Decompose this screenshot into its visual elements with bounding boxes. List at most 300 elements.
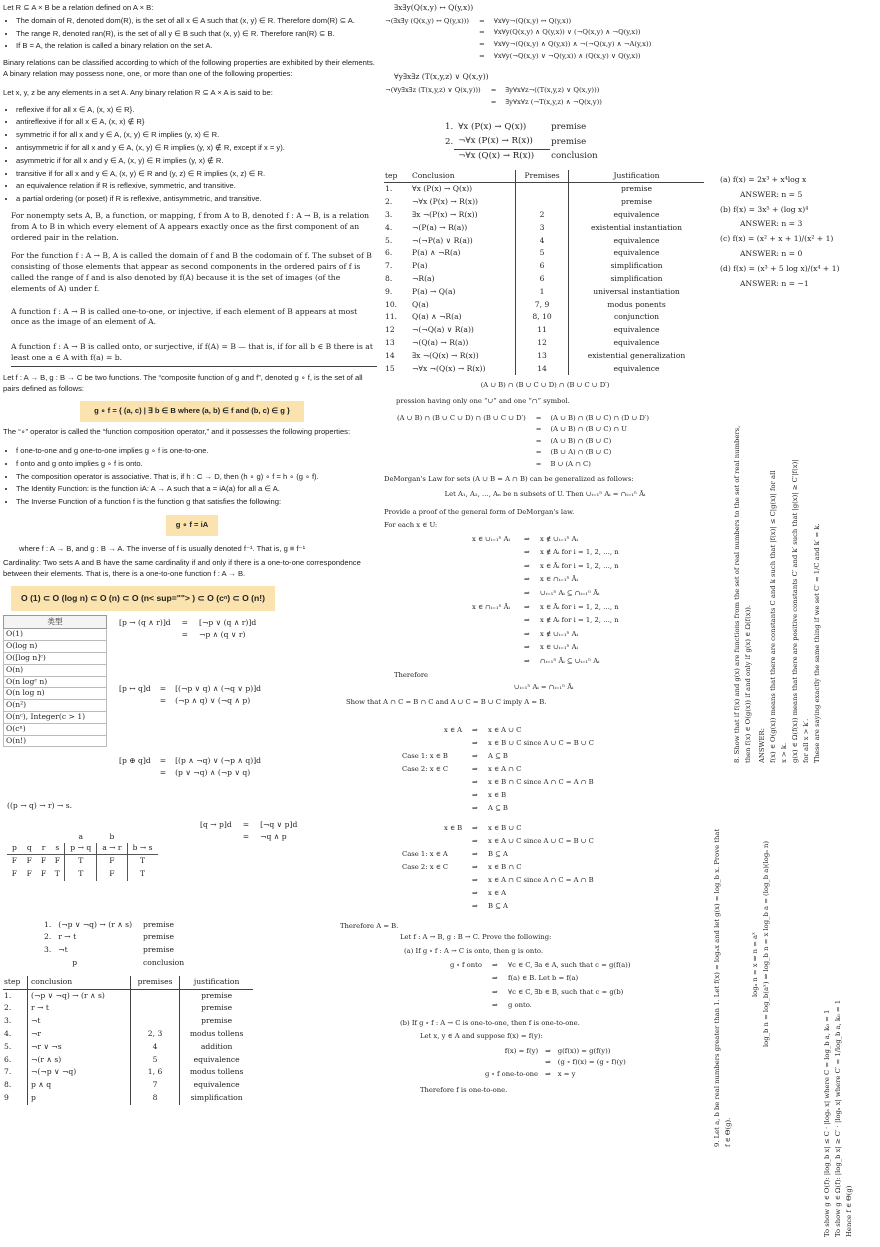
set-simplification [396, 413, 650, 471]
equation-row [384, 16, 652, 28]
p8-line: then f(x) ∈ O(g(x)) if and only if g(x) ∈ Ω(f(x)). [744, 604, 752, 763]
equation-row [396, 459, 650, 471]
step-text: g onto. [508, 1001, 532, 1009]
p8-line: These are saying exactly the same thing if we set C′ = 1/C and k′ = k. [813, 523, 821, 763]
eq-lhs: f(x) = f(y) [504, 1046, 539, 1055]
table-row [384, 311, 704, 324]
fg-intro: Let f : A → B, g : B → C. Prove the following: [400, 933, 552, 942]
table-row [7, 855, 158, 868]
composition-properties [3, 446, 381, 508]
tt-col-b: b [109, 831, 115, 841]
dual-xor [118, 755, 262, 781]
step-num: 2. [4, 1003, 12, 1013]
equation-row [396, 413, 650, 425]
implies-icon: ⇒ [524, 602, 530, 611]
step-text: x ∈ A ∩ C [488, 764, 522, 773]
composition-operator: The “∘” operator is called the “function composition operator,” and it possesses the following properties: [3, 427, 351, 437]
step-text: B ⊆ A [488, 849, 508, 858]
eq-rhs: ∃y∀x∀z¬((T(x,y,z) ∨ Q(x,y))) [505, 85, 600, 94]
injective-def: A function f : A → B is called one-to-one, or injective, if each element of B appears at most once as the image of an element of A. [11, 306, 358, 327]
justification: existential generalization [587, 350, 686, 360]
list-item [524, 603, 619, 617]
step-num: 6. [4, 1054, 12, 1064]
tt-cell: F [97, 868, 127, 881]
case-label: Case 2: x ∈ C [402, 764, 449, 773]
tt-header: s [50, 843, 64, 854]
inverse-note: where f : A → B, and g : B → A. The inverse of f is usually denoted f⁻¹. That is, g ≡ f⁻¹ [19, 543, 306, 553]
implies-icon: ⇒ [524, 534, 530, 543]
eq-rhs: ∃y∀x∀z (¬T(x,y,z) ∧ ¬Q(x,y)) [505, 97, 602, 106]
step-num: 13 [385, 338, 395, 348]
left-column [3, 3, 381, 1243]
list-item [472, 824, 594, 837]
prop-symmetric: • symmetric if for all x and y ∈ A, (x, y) ∈ R implies (y, x) ∈ R. [16, 130, 381, 141]
eq-sign: = [479, 16, 485, 25]
formula: (¬p ∨ ¬q) → (r ∧ s) [58, 919, 133, 929]
formula: p [72, 957, 78, 967]
justification: equivalence [613, 338, 660, 348]
fg-part-a: (a) If g ∘ f : A → C is onto, then g is onto. [404, 946, 544, 955]
case-row [402, 765, 594, 778]
tt-cell: F [40, 868, 47, 878]
table-row: O(n!) [4, 735, 107, 747]
equation-row [384, 85, 603, 97]
step-num: 15 [385, 363, 395, 373]
tt-cell: T [50, 868, 64, 881]
implies-icon: ⇒ [472, 738, 478, 747]
tt-header: p [12, 843, 17, 853]
def-binary: • If B = A, the relation is called a binary relation on the set A. [16, 41, 381, 52]
justification: equivalence [613, 363, 660, 373]
premises: 4 [130, 1041, 179, 1054]
comp-prop-3: • The composition operator is associative. That is, if h : C → D, then (h ∘ g) ∘ f = h ∘ (g ∘ f). [16, 472, 381, 483]
step-num: 1. [44, 919, 52, 929]
eq-lhs [384, 97, 483, 109]
list-item [472, 837, 594, 850]
table-row [384, 209, 704, 222]
table-row [384, 286, 704, 299]
implies-icon: ⇒ [492, 960, 498, 969]
step-num: 7. [385, 261, 393, 271]
step-text: x ∉ ∪ᵢ₌₁ⁿ Aᵢ [540, 534, 578, 543]
step-text: x ∈ A ∪ C since A ∪ C = B ∪ C [488, 836, 594, 845]
dm1-lhs: x ∈ ∪ᵢ₌₁ⁿ Aᵢ [472, 534, 510, 543]
step-num: 12 [385, 325, 395, 335]
step-text: x ∈ A ∪ C [488, 725, 522, 734]
eq-lhs [396, 459, 528, 471]
tt-cell: F [40, 856, 47, 866]
col-header: Premises [516, 170, 569, 183]
eq-rhs: ∀x∀y(¬Q(x,y) ∨ ¬Q(y,x)) ∧ (Q(x,y) ∨ Q(y,x)) [493, 51, 641, 60]
implies-icon: ⇒ [472, 836, 478, 845]
table-row [384, 363, 704, 376]
conclusion: ¬(P(a) → R(a)) [406, 222, 516, 235]
dual-q-lhs: [q → p]d [200, 819, 232, 829]
list-item [524, 616, 619, 630]
negation-2 [384, 85, 603, 108]
list-item [472, 902, 594, 915]
justification: premise [143, 945, 175, 955]
prop-transitive: • transitive if for all x and y ∈ A, (x, y) ∈ R and (y, z) ∈ R implies (x, z) ∈ R. [16, 169, 381, 180]
tt-header: p → q [65, 843, 97, 854]
dual-impl-result: ¬p ∧ (q ∨ r) [199, 630, 246, 640]
list-item [492, 1001, 630, 1015]
table-row: O([log n]ᶜ) [4, 652, 107, 664]
tt-cell: T [65, 855, 97, 868]
list-item [43, 931, 185, 944]
conclusion: ¬R(a) [406, 273, 516, 286]
fg-b-intro: Let x, y ∈ A and suppose f(x) = f(y): [420, 1032, 543, 1041]
eq-lhs [396, 424, 528, 436]
tt-header: b → s [132, 843, 153, 853]
step-text: ∩ᵢ₌₁ⁿ Āᵢ ⊆ ∪ᵢ₌₁ⁿ Aᵢ [540, 656, 600, 665]
prop-partial-order: • a partial ordering (or poset) if R is reflexive, antisymmetric, and transitive. [16, 194, 381, 205]
list-item [524, 589, 619, 603]
eq-sign: = [535, 413, 542, 422]
classify-paragraph: Binary relations can be classified according to which of the following properties are exhibited by their elements. A binary relation may possess none, one, or more than one of the following properties: [3, 58, 375, 78]
dual-xor-step: [(p ∧ ¬q) ∨ (¬p ∧ q)]d [175, 755, 262, 765]
step-text: x ∈ Āᵢ for i = 1, 2, …, n [540, 602, 619, 611]
justification: simplification [190, 1092, 243, 1102]
step-text: x ∈ B [488, 790, 507, 799]
justification: equivalence [613, 325, 660, 335]
argument-statement: ((p → q) → r) → s. [7, 800, 73, 810]
set-expression: (A ∪ B) ∩ (B ∪ C ∪ D) ∩ (B ∪ C ∪ D′) [480, 381, 610, 390]
equation-row [384, 39, 652, 51]
implies-icon: ⇒ [472, 764, 478, 773]
right-column [712, 3, 880, 1243]
conclusion: p ∧ q [28, 1079, 131, 1092]
justification: premise [551, 136, 587, 147]
answer-c-function: (c) f(x) = (x² + x + 1)/(x² + 1) [720, 234, 834, 244]
implies-icon: ⇒ [472, 803, 478, 812]
implies-icon: ⇒ [524, 548, 530, 557]
step-num: 5. [4, 1041, 12, 1051]
premises: 8, 10 [516, 311, 569, 324]
col-header: premises [130, 976, 179, 989]
implies-icon: ⇒ [472, 888, 478, 897]
eq-lhs [384, 27, 471, 39]
justification: premise [143, 932, 175, 942]
prop-reflexive: • reflexive if for all x ∈ A, (x, x) ∈ R}. [16, 105, 381, 116]
premises-list [43, 919, 185, 970]
s2-lhs: x ∈ B [444, 823, 463, 832]
table-row [484, 1057, 627, 1069]
tt-cell: T [65, 868, 97, 881]
step-num [43, 957, 52, 970]
conclusion: ¬(Q(a) → R(a)) [406, 337, 516, 350]
justification: premise [201, 990, 233, 1000]
def-range: • The range R, denoted ran(R), is the set of all y ∈ B such that (x, y) ∈ R. Therefore ran(R) ⊆ B. [16, 29, 381, 40]
premises: 7 [130, 1079, 179, 1092]
dual-xor-lhs: [p ⊕ q]d [119, 755, 151, 765]
table-row [3, 1054, 253, 1067]
premises [516, 183, 569, 196]
step-text: B ⊆ A [488, 901, 508, 910]
justification: conjunction [613, 312, 660, 322]
premises: 1, 6 [130, 1066, 179, 1079]
table-row [384, 235, 704, 248]
table-row [384, 222, 704, 235]
conclusion: r → t [28, 1002, 131, 1015]
dual-bicond-lhs: [p ↔ q]d [119, 683, 151, 693]
middle-column [340, 3, 706, 1243]
premises: 7, 9 [516, 299, 569, 312]
justification: equivalence [193, 1080, 240, 1090]
step-text: x ∈ B ∩ C since A ∩ C = A ∩ B [488, 777, 594, 786]
implies-icon: ⇒ [472, 849, 478, 858]
eq-sign: = [535, 436, 542, 445]
answer-c: ANSWER: n = 0 [740, 248, 803, 258]
cardinality-def: Cardinality: Two sets A and B have the same cardinality if and only if there is a one-to-one correspondence between their elements. That is, there is a one-to-one function f : A → B. [3, 558, 361, 579]
s2-steps [402, 823, 594, 915]
premises: 11 [516, 324, 569, 337]
table-row [3, 1041, 253, 1054]
premises: 6 [516, 273, 569, 286]
formula: r → t [58, 932, 77, 942]
list-item [472, 739, 594, 752]
def-domain: • The domain of R, denoted dom(R), is the set of all x ∈ A such that (x, y) ∈ R. Therefore dom(R) ⊆ A. [16, 16, 381, 27]
step-num: 4. [4, 1028, 12, 1038]
step-text: x ∈ B ∪ C [488, 823, 522, 832]
mid-proof-table [384, 170, 704, 376]
justification: premise [143, 919, 175, 929]
dual-impl-lhs: [p → (q ∧ r)]d [119, 617, 171, 627]
table-row [3, 1079, 253, 1092]
col-header: step [4, 976, 21, 986]
fg-part-b: (b) If g ∘ f : A → C is one-to-one, then f is one-to-one. [400, 1018, 580, 1027]
identity-function: • The Identity Function: is the function iA: A → A such that a = iA(a) for all a ∈ A. [16, 484, 381, 495]
answer-b: ANSWER: n = 3 [740, 219, 803, 229]
step-num: 1. [445, 122, 454, 133]
premises [516, 196, 569, 209]
dual-q-result: ¬q ∧ p [260, 832, 287, 842]
step-num: 5. [385, 235, 393, 245]
eq-rhs: (A ∪ B) ∩ (B ∪ C) ∩ U [550, 425, 627, 434]
eq-rhs: B ∪ (A ∩ C) [550, 459, 591, 468]
eq-sign: = [181, 617, 189, 627]
premises: 14 [516, 363, 569, 376]
table-row: O(1) [4, 629, 107, 641]
eq-lhs: ¬(∀y∃x∃z (T(x,y,z) ∨ Q(x,y))) [385, 85, 481, 94]
justification: premise [201, 1016, 233, 1026]
eq-lhs [384, 51, 471, 63]
problem-8-rotated [732, 343, 823, 763]
table-row [384, 247, 704, 260]
case-label: Case 1: x ∈ A [402, 849, 448, 858]
justification: modus tollens [189, 1028, 244, 1038]
list-item [444, 120, 599, 135]
dual-bicond-step: [(¬p ∨ q) ∧ (¬q ∨ p)]d [175, 683, 262, 693]
comp-prop-2: • f onto and g onto implies g ∘ f is onto. [16, 459, 381, 470]
conclusion: ¬r ∨ ¬s [28, 1041, 131, 1054]
step-text: ∪ᵢ₌₁ⁿ Aᵢ ⊆ ∩ᵢ₌₁ⁿ Āᵢ [540, 588, 600, 597]
step-text: f(a) ∈ B. Let b = f(a) [508, 974, 579, 982]
conclusion: ∃x ¬(Q(x) → R(x)) [406, 350, 516, 363]
justification: premise [201, 1003, 233, 1013]
conclusion: ¬(¬p ∨ ¬q) [28, 1066, 131, 1079]
prop-antireflexive: • antireflexive if for all x ∈ A, (x, x) ∉ R} [16, 117, 381, 128]
s1-steps [402, 725, 594, 817]
implies-icon: ⇒ [524, 575, 530, 584]
eq-rhs: (B ∪ A) ∩ (B ∪ C) [550, 448, 612, 457]
composition-formula: g ∘ f = { (a, c) | ∃ b ∈ B where (a, b) ∈ f and (b, c) ∈ g } [80, 401, 304, 422]
table-row: O(log n) [4, 641, 107, 653]
tt-col-a: a [78, 831, 84, 841]
implies-icon: ⇒ [524, 656, 530, 665]
inverse-function: • The Inverse Function of a function f is the function g that satisfies the following: [16, 497, 381, 508]
conclusion: ¬∀x (P(x) → R(x)) [406, 196, 516, 209]
eq-rhs: x = y [557, 1069, 576, 1078]
tt-header: q [26, 843, 32, 853]
table-row: O(n) [4, 664, 107, 676]
table-row [384, 273, 704, 286]
dual-impl [118, 617, 257, 643]
conclusion: P(a) → Q(a) [406, 286, 516, 299]
quantifier-statement-2: ∀y∃x∃z (T(x,y,z) ∨ Q(x,y)) [394, 72, 489, 82]
therefore-1: Therefore [394, 670, 429, 679]
conclusion: (¬p ∨ ¬q) → (r ∧ s) [28, 989, 131, 1002]
justification: simplification [610, 274, 663, 284]
tt-cell: F [11, 868, 18, 878]
step-num: 6. [385, 248, 393, 258]
step-num: 1. [385, 184, 393, 194]
conclusion: P(a) ∧ ¬R(a) [406, 247, 516, 260]
implies-icon: ⇒ [472, 901, 478, 910]
answer-d: ANSWER: n = −1 [740, 278, 809, 288]
equation-row [396, 447, 650, 459]
conclusion: ¬∀x ¬(Q(x) → R(x)) [406, 363, 516, 376]
for-each: For each x ∈ U: [384, 521, 438, 530]
eq-sign: = [242, 832, 250, 842]
therefore-ab: Therefore A = B. [340, 921, 399, 930]
col-header: Conclusion [406, 170, 516, 183]
col-header: Justification [613, 170, 660, 180]
dm2-steps [524, 603, 619, 671]
step-text: x ∉ ∪ᵢ₌₁ⁿ Aᵢ [540, 629, 578, 638]
premises: 4 [516, 235, 569, 248]
truth-table [7, 831, 158, 881]
eq-sign: = [535, 425, 542, 434]
eq-rhs: ∀x∀y¬(Q(x,y) ↔ Q(y,x)) [493, 16, 572, 25]
big-o-ordering: O (1) ⊂ O (log n) ⊂ O (n) ⊂ O (n< sup=""> ) ⊂ O (cⁿ) ⊂ O (n!) [11, 586, 275, 611]
justification: premise [551, 122, 587, 133]
table-row [384, 337, 704, 350]
tt-cell: F [11, 856, 18, 866]
table-row [7, 868, 158, 881]
fg-conclusion: Therefore f is one-to-one. [420, 1086, 508, 1095]
step-num [444, 149, 454, 164]
implies-icon: ⇒ [472, 823, 478, 832]
step-num: 3. [385, 210, 393, 220]
eq-sign: = [159, 683, 167, 693]
list-item [43, 919, 185, 932]
justification: conclusion [551, 151, 598, 162]
eq-sign: = [479, 39, 485, 48]
conclusion: ¬r [28, 1028, 131, 1041]
justification: universal instantiation [593, 286, 680, 296]
conclusion: ¬(¬P(a) ∨ R(a)) [406, 235, 516, 248]
demorgan-prompt: Provide a proof of the general form of DeMorgan's law. [384, 507, 575, 516]
conclusion: ∀x (P(x) → Q(x)) [406, 183, 516, 196]
list-item [472, 778, 594, 791]
premises: 1 [516, 286, 569, 299]
table-row: O(n log n) [4, 688, 107, 700]
step-text: ∀c ∈ C, ∃b ∈ B, such that c = g(b) [508, 987, 624, 996]
justification: premise [621, 184, 653, 194]
table-row [3, 1028, 253, 1041]
step-num: 10. [385, 299, 398, 309]
step-text: x ∈ A ∩ C since A ∩ C = A ∩ B [488, 875, 594, 884]
p8-line: 8. Show that if f(x) and g(x) are functions from the set of real numbers to the set of real numbers, [733, 425, 741, 763]
step-num: 11. [385, 312, 398, 322]
list-item [524, 562, 619, 576]
eq-lhs: ¬(∃x∃y (Q(x,y) ↔ Q(y,x))) [385, 16, 470, 25]
step-text: x ∈ A [488, 888, 507, 897]
list-item [524, 575, 619, 589]
step-num: 3. [44, 945, 52, 955]
step-num: 8. [385, 274, 393, 284]
demorgan-result: ∪ᵢ₌₁ⁿ Aᵢ = ∩ᵢ₌₁ⁿ Āᵢ [514, 682, 574, 691]
formula: ¬∀x (P(x) → R(x)) [458, 136, 533, 147]
list-item [472, 876, 594, 889]
formula: ∀x (P(x) → Q(x)) [458, 122, 527, 133]
relation-intro: Let R ⊆ A × B be a relation defined on A × B: [3, 3, 154, 12]
premises: 5 [130, 1054, 179, 1067]
eq-rhs: (A ∪ B) ∩ (B ∪ C) ∩ (D ∪ D′) [550, 413, 650, 422]
conclusion: Q(a) ∧ ¬R(a) [406, 311, 516, 324]
eq-sign: = [159, 768, 167, 778]
p9-proof-line: To show g ∈ O(f): |log_b x| ≤ C · |logₐ x| where C = log_b a, k₀ = 1 [823, 1009, 831, 1237]
premises: 2, 3 [130, 1028, 179, 1041]
justification: premise [621, 197, 653, 207]
step-text: A ⊆ B [488, 803, 508, 812]
p9-line: 9. Let a, b be real numbers greater than 1. Let f(x) = logₐx and let g(x) = log_b x. Prove that [713, 828, 721, 1147]
premises: 13 [516, 350, 569, 363]
step-num: 1. [4, 990, 12, 1000]
relation-defs [3, 16, 381, 52]
eq-sign: = [490, 85, 497, 94]
composition-def: Let f : A → B, g : B → C be two functions. The “composite function of g and f”, denoted g ∘ f, is the set of all pairs defined as follows: [3, 372, 363, 393]
eq-rhs: (A ∪ B) ∩ (B ∪ C) [550, 436, 612, 445]
implies-icon: ⇒ [545, 1058, 551, 1067]
implies-icon: ⇒ [524, 616, 530, 625]
premises [130, 1015, 179, 1028]
eq-lhs: (A ∪ B) ∩ (B ∪ C ∪ D) ∩ (B ∪ C ∪ D′) [397, 413, 526, 422]
dual-q-p [199, 819, 298, 845]
premises: 12 [516, 337, 569, 350]
justification: equivalence [613, 235, 660, 245]
implies-icon: ⇒ [524, 561, 530, 570]
step-text: A ⊆ B [488, 751, 508, 760]
tt-cell: F [26, 868, 32, 878]
case-label: Case 2: x ∈ C [402, 862, 449, 871]
p8-line: f(x) ∈ O(g(x)) means that there are constants C and k such that |f(x)| ≤ C|g(x)| for all [769, 470, 777, 763]
eq-rhs: ∀x∀y(Q(x,y) ∧ Q(y,x)) ∨ (¬Q(x,y) ∧ ¬Q(y,x)) [493, 28, 641, 37]
problem-9-equations [750, 840, 772, 1047]
p9-proof-line: Hence f ∈ Θ(g) [845, 1185, 853, 1237]
justification: conclusion [143, 957, 185, 967]
case-row [402, 863, 594, 876]
step-num: 14 [385, 350, 395, 360]
justification: equivalence [613, 248, 660, 258]
premises [130, 989, 179, 1002]
col-header: justification [193, 976, 240, 986]
implies-icon: ⇒ [472, 725, 478, 734]
implies-icon: ⇒ [524, 588, 530, 597]
table-row [484, 1046, 627, 1058]
step-num: 2. [445, 136, 454, 147]
